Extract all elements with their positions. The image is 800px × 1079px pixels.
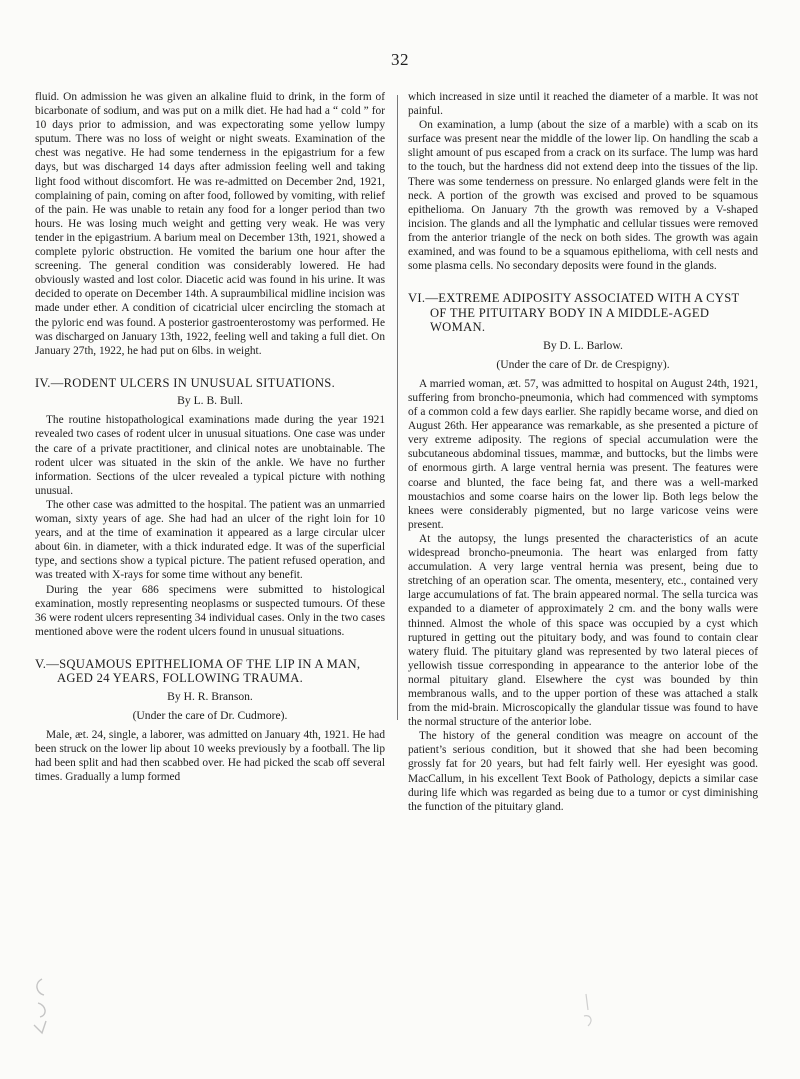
right-column <box>408 90 758 814</box>
section-iv-paragraph: The other case was admitted to the hospital. The patient was an unmarried woman, sixty years of age. She had had an ulcer of the right loin for 10 years, and at the time of examination it appeared as a large circular ulcer about 6in. in diameter, with a thick indurated edge. It was of the superficial type, and sections show a typical picture. The patient refused operation, and was treated with X-rays for some time without any benefit. <box>35 498 385 582</box>
left-column <box>35 90 385 784</box>
section-v-heading: V.—SQUAMOUS EPITHELIOMA OF THE LIP IN A MAN, AGED 24 YEARS, FOLLOWING TRAUMA. <box>35 656 361 686</box>
section-vi-paragraph: The history of the general condition was meagre on account of the patient’s serious condition, but it showed that she had been becoming grossly fat for 20 years, but had felt fairly well. Her eyesight was good. MacCallum, in his excellent Text Book of Pathology, depicts a similar case during life which was regarded as being due to a tumor or cyst diminishing the function of the pituitary gland. <box>408 730 758 813</box>
scan-artifact-mark <box>580 990 600 1030</box>
column-divider <box>397 95 398 720</box>
section-vi-byline: By D. L. Barlow. <box>543 338 623 352</box>
section-vi-heading: VI.—EXTREME ADIPOSITY ASSOCIATED WITH A CYST OF THE PITUITARY BODY IN A MIDDLE-AGED WOMAN. <box>408 291 740 335</box>
section-vi-paragraph: At the autopsy, the lungs presented the characteristics of an acute widespread broncho-pneumonia. The heart was enlarged from fatty accumulation. A very large ventral hernia was present, being due to stretching of an operation scar. The omenta, mesentery, etc., contained very large accumulations of fat. The brain appeared normal. The sella turcica was expanded to a diameter of approximately 2 cm. and the bony walls were thinned. Almost the whole of this space was occupied by a cyst which ruptured in getting out the pituitary body, and was found to contain clear watery fluid. The pituitary gland was represented by two lateral pieces of yellowish tissue corresponding in appearance to the anterior lobe of the normal pituitary gland. Elsewhere the cyst was bounded by thin membranous walls, and to the upper portion of these was attached a stalk from the mid-brain. Microscopically the glandular tissue was found to have the normal structure of the anterior lobe. <box>408 532 758 729</box>
continuation-paragraph: On examination, a lump (about the size of a marble) with a scab on its surface was present near the middle of the lower lip. On handling the scab a slight amount of pus escaped from a crack on its surface. The lump was hard to the touch, but the hardness did not extend deep into the tissues of the lip. There was some tenderness on pressure. No enlarged glands were felt in the neck. A portion of the growth was excised and proved to be squamous epithelioma. On January 7th the growth was removed by a V-shaped incision. The glands and all the lymphatic and cellular tissues were removed from the anterior triangle of the neck on both sides. The growth was again examined, and was found to be a squamous epithelioma, with cell nests and some plasma cells. No secondary deposits were found in the glands. <box>408 119 758 273</box>
section-v-care-note: (Under the care of Dr. Cudmore). <box>132 708 288 722</box>
continuation-paragraph: which increased in size until it reached the diameter of a marble. It was not painful. <box>408 91 758 118</box>
section-vi-paragraph: A married woman, æt. 57, was admitted to hospital on August 24th, 1921, suffering from broncho-pneumonia, which had commenced with symptoms of a common cold a few days earlier. She rapidly became worse, and died on August 26th. Her appearance was remarkable, as she presented a picture of very extreme adiposity. The regions of special accumulation were the subcutaneous abdominal tissues, mammæ, and buttocks, but the limbs were of enormous girth. A large ventral hernia was present. The features were coarse and blunted, the face being fat, and there was a well-marked moustachios and some coarse hairs on the lower lip. Both legs below the knees were considerably pigmented, but no large varicose veins were present. <box>408 377 758 531</box>
section-iv-byline: By L. B. Bull. <box>177 394 243 408</box>
continuation-paragraph: fluid. On admission he was given an alkaline fluid to drink, in the form of bicarbonate of sodium, and was put on a milk diet. He had had a “ cold ” for 10 days prior to admission, and was expectorating some yellow lumpy sputum. There was no loss of weight or night sweats. Examination of the chest was negative. He had some tenderness in the epigastrium for a few days, but was discharged 14 days after admission feeling well and taking light food without discomfort. He was re-admitted on December 2nd, 1921, complaining of pain, coming on after food, followed by vomiting, with relief of the pain. He was unable to retain any food for a longer period than two hours. He was losing much weight and getting very weak. He was very tender in the epigastrium. A barium meal on December 13th, 1921, showed a complete pyloric obstruction. He vomited the barium one hour after the screening. The general condition was considerably lowered. He had obviously wasted and lost color. Diacetic acid was found in his urine. It was decided to operate on December 14th. A supraumbilical midline incision was made under ether. A condition of cicatricial ulcer encircling the stomach at the pyloric end was found. A posterior gastroenterostomy was performed. He was discharged on January 13th, 1922, feeling well and taking a full diet. On January 27th, 1922, he had put on 6lbs. in weight. <box>35 91 385 357</box>
section-vi-care-note: (Under the care of Dr. de Crespigny). <box>496 357 670 371</box>
section-v-byline: By H. R. Branson. <box>167 689 253 703</box>
section-iv-paragraph: The routine histopathological examinations made during the year 1921 revealed two cases of rodent ulcer in unusual situations. One case was under the care of a private practitioner, and clinical notes are unobtainable. The rodent ulcer was situated in the skin of the ankle. We have no further information. Sections of the ulcer revealed a typical picture with nothing unusual. <box>35 414 385 497</box>
section-iv-paragraph: During the year 686 specimens were submitted to histological examination, mostly representing neoplasms or suspected tumours. Of these 36 were rodent ulcers representing 34 individual cases. Only in the two cases mentioned above were the rodent ulcers found in unusual situations. <box>35 583 385 638</box>
scan-artifact-mark <box>28 975 58 1035</box>
page-number: 32 <box>391 50 409 69</box>
section-v-paragraph: Male, æt. 24, single, a laborer, was admitted on January 4th, 1921. He had been struck on the lower lip about 10 weeks previously by a football. The lip had been split and had then scabbed over. He had picked the scab off several times. Gradually a lump formed <box>35 729 385 784</box>
section-iv-heading: IV.—RODENT ULCERS IN UNUSUAL SITUATIONS. <box>35 375 336 390</box>
